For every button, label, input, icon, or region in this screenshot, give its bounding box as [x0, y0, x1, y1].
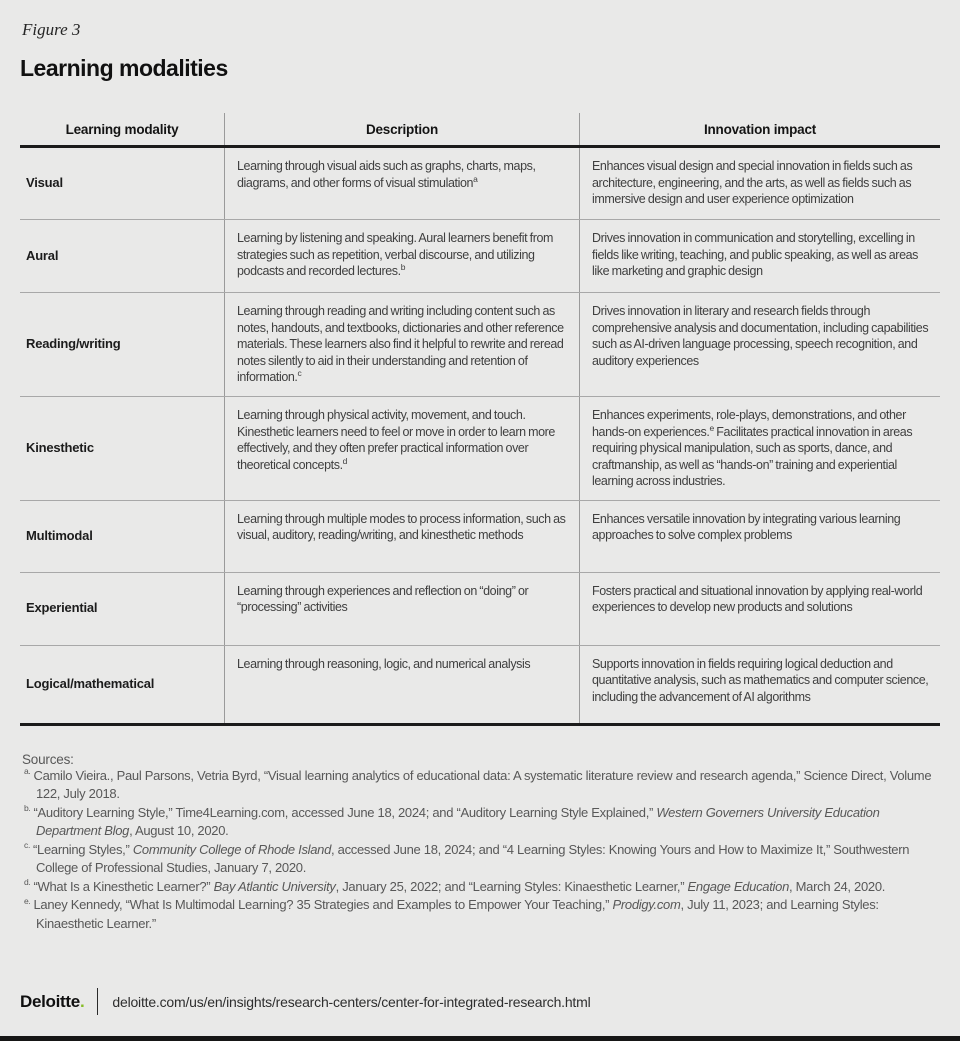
deloitte-logo — [20, 992, 84, 1012]
table-row — [20, 573, 940, 646]
source-text: “Auditory Learning Style,” Time4Learning.com, accessed June 18, 2024; and “Auditory Learning Style Explained,” Western Governers University Education Department Blog, August 10, 2020. — [33, 804, 880, 838]
cell-description: Learning through reasoning, logic, and numerical analysis — [225, 646, 580, 723]
modality-label: Logical/mathematical — [26, 675, 155, 691]
cell-description: Learning through physical activity, movement, and touch. Kinesthetic learners need to feel or move in order to learn more effectively, and they often prefer practical information over theoretical concepts.$^d$ — [225, 397, 580, 500]
table-row — [20, 293, 940, 397]
cell-modality — [20, 573, 225, 645]
source-item — [22, 804, 940, 841]
table-row — [20, 646, 940, 723]
modality-label: Reading/writing — [26, 336, 121, 352]
table-row — [20, 397, 940, 501]
table-header-row — [20, 113, 940, 148]
cell-modality — [20, 220, 225, 292]
logo-green-dot-icon: . — [79, 991, 85, 1011]
source-text: Laney Kennedy, “What Is Multimodal Learning? 35 Strategies and Examples to Empower Your Teaching,” Prodigy.com, July 11, 2023; and Learning Styles: Kinaesthetic Learner.” — [33, 897, 879, 931]
cell-description: Learning through multiple modes to process information, such as visual, auditory, reading/writing, and kinesthetic methods — [225, 501, 580, 572]
cell-modality — [20, 501, 225, 572]
source-item — [22, 841, 940, 878]
modality-label: Experiential — [26, 600, 98, 616]
source-item — [22, 896, 940, 933]
cell-innovation-impact: Enhances visual design and special innovation in fields such as architecture, engineering, and the arts, as well as fields such as immersive design and user experience optimization — [592, 159, 913, 206]
bottom-accent-bar — [0, 1036, 960, 1041]
figure-title: Learning modalities — [20, 55, 228, 81]
cell-description: Learning through visual aids such as graphs, charts, maps, diagrams, and other forms of visual stimulation$^a$ — [225, 148, 580, 219]
figure-label: Figure 3 — [22, 20, 81, 39]
source-footnote-marker: a. — [24, 766, 31, 777]
cell-description: Learning by listening and speaking. Aural learners benefit from strategies such as repetition, verbal discourse, and utilizing podcasts and recorded lectures.$^b$ — [225, 220, 580, 292]
source-footnote-marker: b. — [24, 803, 31, 814]
sources-label: Sources: — [22, 751, 74, 767]
footer-url: deloitte.com/us/en/insights/research-centers/center-for-integrated-research.html — [112, 993, 591, 1010]
modality-label: Visual — [26, 175, 63, 191]
cell-innovation-impact: Fosters practical and situational innovation by applying real-world experiences to develop new products and solutions — [592, 583, 923, 614]
modality-label: Aural — [26, 247, 59, 263]
cell-modality — [20, 397, 225, 500]
sources-section — [20, 752, 940, 934]
cell-description: Learning through experiences and reflection on “doing” or “processing” activities — [225, 573, 580, 645]
cell-description: Learning through reading and writing including content such as notes, handouts, and textbooks, dictionaries and other reference materials. These learners also find it helpful to rewrite and reread notes silently to aid in their understanding and retention of information.$^c$ — [225, 293, 580, 396]
column-header-description: Description — [225, 113, 580, 145]
source-text: “What Is a Kinesthetic Learner?” Bay Atlantic University, January 25, 2022; and “Learning Styles: Kinaesthetic Learner,” Engage Education, March 24, 2020. — [33, 878, 886, 894]
modality-label: Kinesthetic — [26, 440, 94, 455]
column-header-innovation-impact: Innovation impact — [703, 122, 817, 137]
logo-text: Deloitte — [20, 991, 80, 1011]
cell-innovation-impact: Enhances versatile innovation by integrating various learning approaches to solve complex problems — [592, 511, 901, 542]
modality-label: Multimodal — [26, 527, 93, 543]
source-text: “Learning Styles,” Community College of Rhode Island, accessed June 18, 2024; and “4 Learning Styles: Knowing Yours and How to Maximize It,” Southwestern College of Professional Studies, January 7, 2020. — [33, 841, 910, 875]
page-footer — [20, 988, 591, 1015]
source-footnote-marker: d. — [24, 877, 31, 888]
source-footnote-marker: e. — [24, 895, 31, 906]
source-footnote-marker: c. — [24, 840, 31, 851]
column-header-learning-modality: Learning modality — [20, 113, 225, 145]
footer-divider — [97, 988, 98, 1015]
cell-modality — [20, 148, 225, 219]
cell-innovation-impact: Supports innovation in fields requiring logical deduction and quantitative analysis, such as mathematics and computer science, including the advancement of AI algorithms — [592, 656, 929, 704]
cell-modality — [20, 293, 225, 396]
table-row — [20, 148, 940, 220]
cell-modality — [20, 646, 225, 723]
cell-innovation-impact: Enhances experiments, role-plays, demonstrations, and other hands-on experiences.$^e$ Facilitates practical innovation in areas requiring physical manipulation, such as sports, dance, and craftmanship, as well as “hands-on” training and experiential learning across industries. — [592, 408, 913, 488]
cell-innovation-impact: Drives innovation in literary and research fields through comprehensive analysis and documentation, including capabilities such as AI-driven language processing, speech recognition, and auditory experiences — [592, 304, 929, 368]
cell-innovation-impact: Drives innovation in communication and storytelling, excelling in fields like writing, teaching, and public speaking, as well as areas like marketing and graphic design — [592, 231, 919, 278]
source-text: Camilo Vieira., Paul Parsons, Vetria Byrd, “Visual learning analytics of educational data: A systematic literature review and research agenda,” Science Direct, Volume 122, July 2018. — [33, 767, 932, 801]
sources-list — [20, 767, 940, 934]
source-item — [22, 767, 940, 804]
table-row — [20, 501, 940, 573]
source-item — [22, 878, 940, 897]
table-body — [20, 148, 940, 723]
learning-modalities-table — [20, 113, 940, 726]
table-row — [20, 220, 940, 293]
